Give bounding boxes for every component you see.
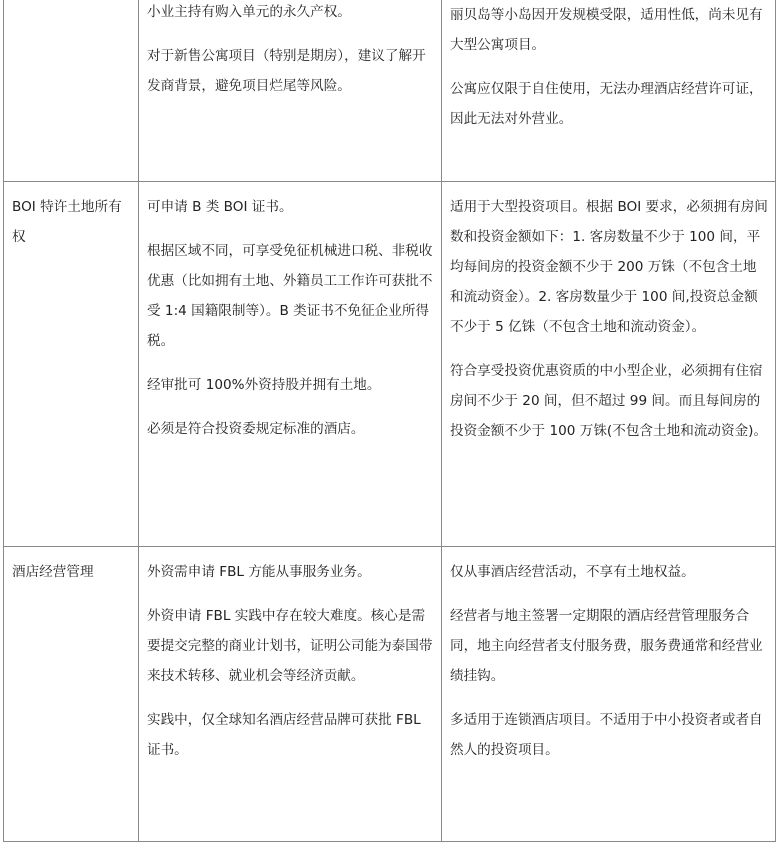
paragraph: 多适用于连锁酒店项目。不适用于中小投资者或者自然人的投资项目。 — [450, 712, 763, 758]
paragraph: 公寓应仅限于自住使用，无法办理酒店经营许可证，因此无法对外营业。 — [450, 81, 763, 127]
row-header-cell — [4, 547, 139, 842]
row-header: BOI 特许土地所有权 — [12, 199, 122, 245]
notes-cell — [442, 182, 776, 547]
paragraph: 外资申请 FBL 实践中存在较大难度。核心是需要提交完整的商业计划书，证明公司能为泰国带来技术转移、就业机会等经济贡献。 — [147, 608, 433, 684]
notes-cell — [442, 547, 776, 842]
requirements-cell — [139, 547, 442, 842]
requirements-cell — [139, 182, 442, 547]
row-header — [4, 0, 138, 13]
table-row — [4, 0, 776, 182]
paragraph: 经营者与地主签署一定期限的酒店经营管理服务合同，地主向经营者支付服务费，服务费通常和经营业绩挂钩。 — [450, 608, 763, 684]
paragraph: 必须是符合投资委规定标准的酒店。 — [147, 421, 365, 437]
paragraph: 可申请 B 类 BOI 证书。 — [147, 199, 293, 215]
requirements-cell — [139, 0, 442, 182]
paragraph: 仅从事酒店经营活动，不享有土地权益。 — [450, 564, 695, 580]
paragraph: 经审批可 100%外资持股并拥有土地。 — [147, 377, 381, 393]
comparison-table — [3, 0, 776, 842]
paragraph: 符合享受投资优惠资质的中小型企业，必须拥有住宿房间不少于 20 间，但不超过 99 间。而且每间房的投资金额不少于 100 万铢(不包含土地和流动资金)。 — [450, 363, 768, 439]
paragraph: 适用于大型投资项目。根据 BOI 要求，必须拥有房间数和投资金额如下：1. 客房数量不少于 100 间，平均每间房的投资金额不少于 200 万铢（不包含土地和流动资金）。2. 客房数量少于 100 间,投资总金额不少于 5 亿铢（不包含土地和流动资金）。 — [450, 199, 768, 335]
paragraph: 实践中，仅全球知名酒店经营品牌可获批 FBL 证书。 — [147, 712, 421, 758]
paragraph: 对于新售公寓项目（特别是期房），建议了解开发商背景，避免项目烂尾等风险。 — [147, 48, 426, 94]
row-header-cell — [4, 0, 139, 182]
table-row — [4, 547, 776, 842]
paragraph: 外资需申请 FBL 方能从事服务业务。 — [147, 564, 371, 580]
paragraph: 丽贝岛等小岛因开发规模受限，适用性低，尚未见有大型公寓项目。 — [450, 7, 763, 53]
row-header-cell — [4, 182, 139, 547]
paragraph: 小业主持有购入单元的永久产权。 — [147, 4, 351, 20]
table-row — [4, 182, 776, 547]
row-header: 酒店经营管理 — [12, 564, 94, 580]
paragraph: 根据区域不同，可享受免征机械进口税、非税收优惠（比如拥有土地、外籍员工工作许可获批不受 1:4 国籍限制等）。B 类证书不免征企业所得税。 — [147, 243, 433, 349]
notes-cell — [442, 0, 776, 182]
